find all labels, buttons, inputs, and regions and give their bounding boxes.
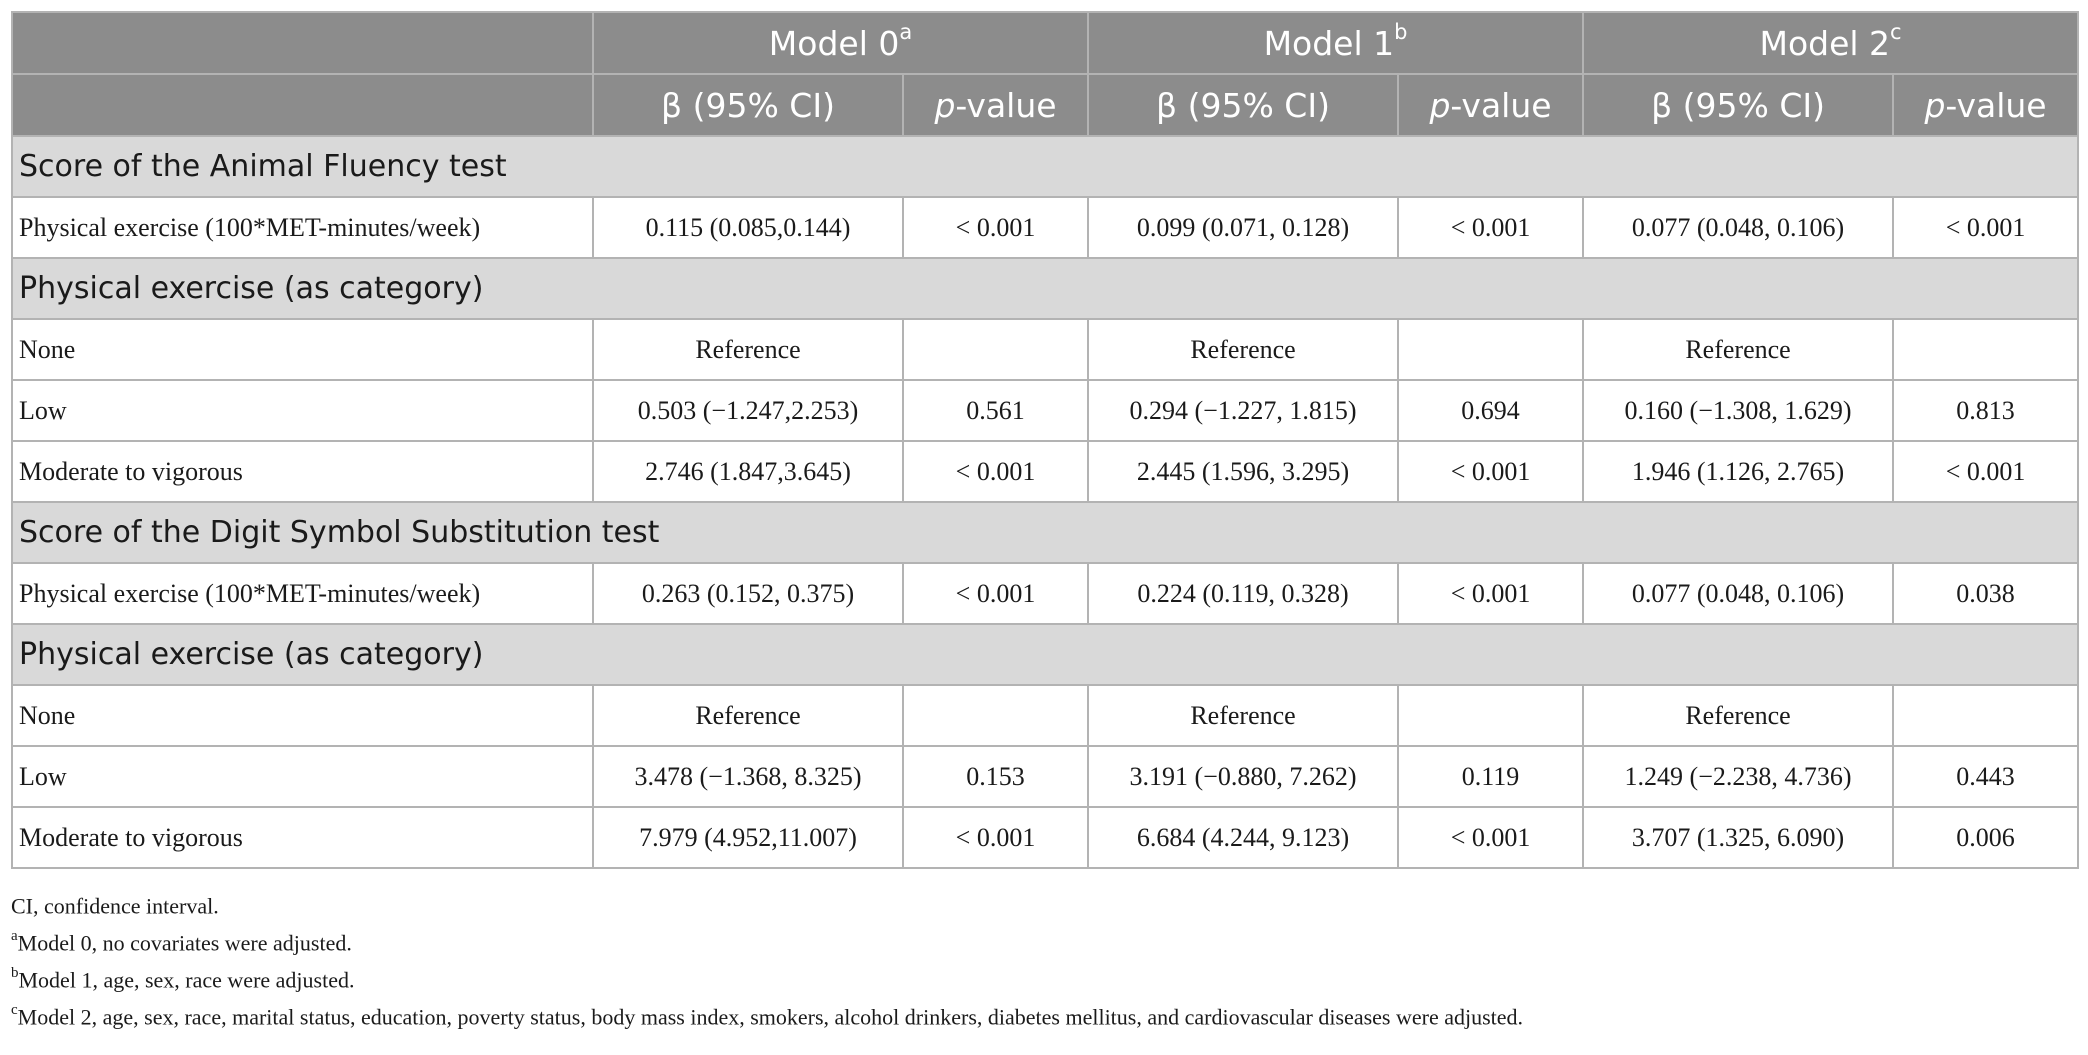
table-row <box>12 319 2078 380</box>
model-0-beta-cell: 0.115 (0.085,0.144) <box>593 197 903 258</box>
model-2-beta-cell: 1.249 (−2.238, 4.736) <box>1583 746 1893 807</box>
model-0-p-cell: 0.561 <box>903 380 1088 441</box>
section-title: Score of the Digit Symbol Substitution test <box>12 502 2078 563</box>
header-corner-cell-2 <box>12 74 593 136</box>
model-1-p-cell: < 0.001 <box>1398 441 1583 502</box>
model-2-beta-cell: 0.077 (0.048, 0.106) <box>1583 563 1893 624</box>
regression-table <box>11 11 2079 869</box>
model-2-p-cell: 0.038 <box>1893 563 2078 624</box>
model-1-p-cell: < 0.001 <box>1398 807 1583 868</box>
footnotes <box>11 883 2077 1031</box>
table-row <box>12 746 2078 807</box>
footnote: $^c$Model 2, age, sex, race, marital status, education, poverty status, body mass index, smokers, alcohol drinkers, diabetes mellitus, and cardiovascular diseases were adjusted. <box>11 1002 1524 1030</box>
model-2-p-cell: 0.443 <box>1893 746 2078 807</box>
model-2-beta-cell: 0.160 (−1.308, 1.629) <box>1583 380 1893 441</box>
model-1-p-cell: 0.694 <box>1398 380 1583 441</box>
footnote: $^a$Model 0, no covariates were adjusted. <box>11 928 352 956</box>
model-1-header: Model 1$^b$ <box>1088 12 1583 74</box>
results-table-container <box>11 11 2077 1031</box>
model-2-p-cell <box>1893 319 2078 380</box>
model-0-p-cell: < 0.001 <box>903 563 1088 624</box>
model-0-beta-cell: 7.979 (4.952,11.007) <box>593 807 903 868</box>
model-1-p-cell <box>1398 685 1583 746</box>
section-row <box>12 624 2078 685</box>
footnote: $^b$Model 1, age, sex, race were adjusted. <box>11 965 355 993</box>
model-0-beta-cell: Reference <box>593 685 903 746</box>
model-1-beta-cell: Reference <box>1088 685 1398 746</box>
model-0-p-cell <box>903 685 1088 746</box>
table-row <box>12 563 2078 624</box>
model-1-p-cell <box>1398 319 1583 380</box>
beta-ci-header: β (95% CI) <box>1583 74 1893 136</box>
table-row <box>12 685 2078 746</box>
row-label: Physical exercise (100*MET-minutes/week) <box>12 563 593 624</box>
model-0-beta-cell: 0.263 (0.152, 0.375) <box>593 563 903 624</box>
model-2-beta-cell: Reference <box>1583 685 1893 746</box>
model-0-beta-cell: 3.478 (−1.368, 8.325) <box>593 746 903 807</box>
row-label: None <box>12 685 593 746</box>
section-row <box>12 502 2078 563</box>
model-2-header: Model 2$^c$ <box>1583 12 2078 74</box>
row-label: Moderate to vigorous <box>12 441 593 502</box>
section-title: Physical exercise (as category) <box>12 624 2078 685</box>
row-label: Low <box>12 380 593 441</box>
section-row <box>12 258 2078 319</box>
model-2-beta-cell: 0.077 (0.048, 0.106) <box>1583 197 1893 258</box>
beta-ci-header: β (95% CI) <box>593 74 903 136</box>
model-1-beta-cell: 0.224 (0.119, 0.328) <box>1088 563 1398 624</box>
row-label: None <box>12 319 593 380</box>
row-label: Physical exercise (100*MET-minutes/week) <box>12 197 593 258</box>
stat-header-row <box>12 74 2078 136</box>
model-2-p-cell: < 0.001 <box>1893 441 2078 502</box>
section-row <box>12 136 2078 197</box>
model-0-beta-cell: Reference <box>593 319 903 380</box>
header-corner-cell <box>12 12 593 74</box>
section-title: Physical exercise (as category) <box>12 258 2078 319</box>
model-1-beta-cell: 2.445 (1.596, 3.295) <box>1088 441 1398 502</box>
p-value-header: p-value <box>903 74 1088 136</box>
model-0-beta-cell: 2.746 (1.847,3.645) <box>593 441 903 502</box>
model-2-p-cell: 0.813 <box>1893 380 2078 441</box>
model-2-p-cell: 0.006 <box>1893 807 2078 868</box>
footnote: CI, confidence interval. <box>11 893 219 919</box>
p-value-header: p-value <box>1398 74 1583 136</box>
model-1-p-cell: 0.119 <box>1398 746 1583 807</box>
model-header-row <box>12 12 2078 74</box>
model-1-beta-cell: 0.294 (−1.227, 1.815) <box>1088 380 1398 441</box>
model-0-p-cell: < 0.001 <box>903 197 1088 258</box>
model-2-beta-cell: Reference <box>1583 319 1893 380</box>
table-row <box>12 807 2078 868</box>
table-row <box>12 441 2078 502</box>
model-1-beta-cell: 6.684 (4.244, 9.123) <box>1088 807 1398 868</box>
model-0-header: Model 0$^a$ <box>593 12 1088 74</box>
table-row <box>12 380 2078 441</box>
p-value-header: p-value <box>1893 74 2078 136</box>
model-2-beta-cell: 3.707 (1.325, 6.090) <box>1583 807 1893 868</box>
model-0-beta-cell: 0.503 (−1.247,2.253) <box>593 380 903 441</box>
model-1-beta-cell: 3.191 (−0.880, 7.262) <box>1088 746 1398 807</box>
model-2-p-cell <box>1893 685 2078 746</box>
row-label: Moderate to vigorous <box>12 807 593 868</box>
model-2-beta-cell: 1.946 (1.126, 2.765) <box>1583 441 1893 502</box>
model-2-p-cell: < 0.001 <box>1893 197 2078 258</box>
beta-ci-header: β (95% CI) <box>1088 74 1398 136</box>
model-0-p-cell <box>903 319 1088 380</box>
model-1-p-cell: < 0.001 <box>1398 563 1583 624</box>
model-1-beta-cell: Reference <box>1088 319 1398 380</box>
table-row <box>12 197 2078 258</box>
model-0-p-cell: < 0.001 <box>903 441 1088 502</box>
model-1-beta-cell: 0.099 (0.071, 0.128) <box>1088 197 1398 258</box>
row-label: Low <box>12 746 593 807</box>
section-title: Score of the Animal Fluency test <box>12 136 2078 197</box>
model-0-p-cell: < 0.001 <box>903 807 1088 868</box>
model-0-p-cell: 0.153 <box>903 746 1088 807</box>
model-1-p-cell: < 0.001 <box>1398 197 1583 258</box>
